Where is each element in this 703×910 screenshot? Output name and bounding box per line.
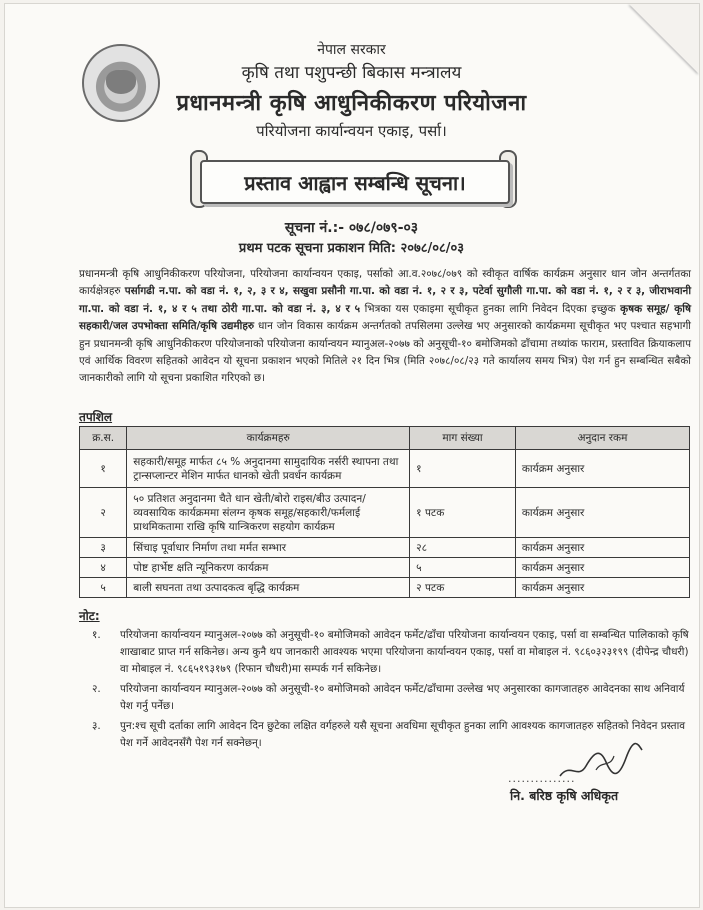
header-sn: क्र.स. — [80, 427, 127, 450]
note-text: परियोजना कार्यान्वयन म्यानुअल-२०७७ को अनुसूची-१० बमोजिमको आवेदन फर्मेट/ढाँचा परियोजना कार्यान्वयन एकाइ, पर्सा वा सम्बन्धित पालिकाको कृषि शाखाबाट प्राप्त गर्न सकिनेछ। अन्य कुनै थप जानकारी आवश्यक भएमा परियोजना कार्यान्वयन एकाइ, पर्सा वा मोबाइल नं. ९८६०३२३१९९ (दीपेन्द्र चौधरी) वा मोबाइल नं. ९८६५१९३१७९ (रिफान चौधरी)मा सम्पर्क गर्न सकिनेछ। — [120, 629, 689, 675]
table-row — [80, 558, 690, 578]
table-row — [80, 578, 690, 598]
note-item — [92, 627, 690, 678]
note-number: १. — [92, 629, 101, 641]
row-program: बाली सघनता तथा उत्पादकत्व बृद्धि कार्यक्रम — [127, 578, 410, 598]
body-bold-1: पर्सागढी न.पा. को वडा नं. १, २, ३ र ४, सखुवा प्रसौनी गा.पा. को वडा नं. १, २ र ३, पटेर्वा सुगौली गा.पा. को वडा नं. १, २ र ३, जीराभवानी गा.पा. को वडा नं. १, ४ र ५ तथा ठोरी गा.पा. को वडा नं. ३, ४ र ५ — [79, 285, 692, 315]
notice-body — [79, 266, 691, 388]
notice-title: प्रस्ताव आह्वान सम्बन्धि सूचना। — [200, 160, 510, 204]
row-grant: कार्यक्रम अनुसार — [515, 578, 689, 598]
notice-number: सूचना नं.:- ०७८/०७९-०३ — [284, 220, 419, 236]
unit-name: परियोजना कार्यान्वयन एकाइ, पर्सा। — [256, 122, 447, 140]
note-item — [92, 681, 690, 715]
publication-date: प्रथम पटक सूचना प्रकाशन मिति: २०७८/०८/०३ — [238, 241, 465, 256]
ministry-name: कृषि तथा पशुपन्छी बिकास मन्त्रालय — [241, 63, 462, 83]
header-demand: माग संख्या — [410, 427, 516, 450]
row-sn: ३ — [80, 538, 127, 558]
govt-name: नेपाल सरकार — [317, 42, 386, 58]
project-name: प्रधानमन्त्री कृषि आधुनिकीकरण परियोजना — [176, 91, 527, 116]
row-sn: १ — [80, 450, 127, 488]
signatory-title: नि. बरिष्ठ कृषि अधिकृत — [510, 788, 619, 803]
signature-line: ............... — [508, 772, 576, 785]
header-programs: कार्यक्रमहरु — [127, 427, 410, 450]
row-program: पोष्ट हार्भेष्ट क्षति न्यूनिकरण कार्यक्रम — [127, 558, 410, 578]
note-number: ३. — [92, 720, 101, 732]
program-table — [79, 426, 690, 598]
body-part-2: भित्रका यस एकाइमा सूचीकृत हुनका लागि निवेदन दिएका इच्छुक — [360, 302, 621, 315]
note-number: २. — [92, 683, 101, 695]
table-row — [80, 450, 690, 488]
table-row — [80, 488, 690, 538]
row-grant: कार्यक्रम अनुसार — [515, 558, 689, 578]
row-program: सहकारी/समूह मार्फत ८५ % अनुदानमा सामुदायिक नर्सरी स्थापना तथा ट्रान्सप्लान्टर मेशिन मार्फत धानको खेती प्रवर्धन कार्यक्रम — [127, 450, 410, 488]
note-text: पुन:श्च सूची दर्ताका लागि आवेदन दिन छुटेका लक्षित वर्गहरुले यसै सूचना अवधिमा सूचीकृत हुनका लागि आवश्यक कागजातहरु सहितको निवेदन प्रस्ताव पेश गर्ने आवेदनसँगै पेश गर्न सक्नेछन्। — [120, 720, 686, 749]
note-text: परियोजना कार्यान्वयन म्यानुअल-२०७७ को अनुसूची-१० बमोजिमको आवेदन फर्मेट/ढाँचामा उल्लेख भए अनुसारका कागजातहरु आवेदनका साथ अनिवार्य पेश गर्नु पर्नेछ। — [120, 683, 685, 712]
note-label: नोट: — [79, 609, 100, 623]
body-bold-2: कृषक समूह/ कृषि सहकारी/जल उपभोक्ता समिति/कृषि उद्यमीहरु — [79, 302, 691, 333]
body-part-3: धान जोन विकास कार्यक्रम अन्तर्गतको तपसिलमा उल्लेख भए अनुसारको कार्यक्रममा सूचीकृत भए पश्चात सहभागी हुन प्रधानमन्त्री कृषि आधुनिकीकरण परियोजनाको परियोजना कार्यान्वयन म्यानुअल-२०७७ को अनुसूची-१० बमोजिमको ढाँचामा तथ्यांक फाराम, प्रस्तावित क्रियाकलाप एवं आर्थिक विवरण सहितको आवेदन यो सूचना प्रकाशन भएको मितिले २१ दिन भित्र (मिति २०७८/०८/२३ गते कार्यालय समय भित्र) पेश गर्न हुन सम्बन्धित सबैको जानकारीको लागि यो सूचना प्रकाशित गरिएको छ। — [79, 320, 691, 385]
row-sn: २ — [80, 488, 127, 538]
schedule-label: तपशिल — [79, 410, 113, 424]
row-sn: ४ — [80, 558, 127, 578]
row-demand: ५ — [410, 558, 516, 578]
table-row — [80, 538, 690, 558]
header-grant: अनुदान रकम — [515, 427, 689, 450]
row-demand: १ — [410, 450, 516, 488]
row-grant: कार्यक्रम अनुसार — [515, 488, 689, 538]
row-demand: २ पटक — [410, 578, 516, 598]
body-part-1: प्रधानमन्त्री कृषि आधुनिकीकरण परियोजना, परियोजना कार्यान्वयन एकाइ, पर्साको आ.व.२०७८/०७९ को स्वीकृत वार्षिक कार्यक्रम अनुसार धान जोन अन्तर्गतका कार्यक्षेत्रहरु — [79, 268, 691, 298]
row-demand: १ पटक — [410, 488, 516, 538]
row-sn: ५ — [80, 578, 127, 598]
row-program: सिंचाइ पूर्वाधार निर्माण तथा मर्मत सम्भार — [127, 538, 410, 558]
table-header-row — [80, 427, 690, 450]
row-program: ५० प्रतिशत अनुदानमा चैते धान खेती/बोरो राइस/बीउ उत्पादन/व्यवसायिक कार्यक्रममा संलग्न कृषक समूह/सहकारी/फर्मलाई प्राथमिकतामा राखि कृषि यान्त्रिकरण सहयोग कार्यक्रम — [127, 488, 410, 538]
notes-list — [92, 627, 690, 755]
row-grant: कार्यक्रम अनुसार — [515, 538, 689, 558]
row-demand: २८ — [410, 538, 516, 558]
row-grant: कार्यक्रम अनुसार — [515, 450, 689, 488]
